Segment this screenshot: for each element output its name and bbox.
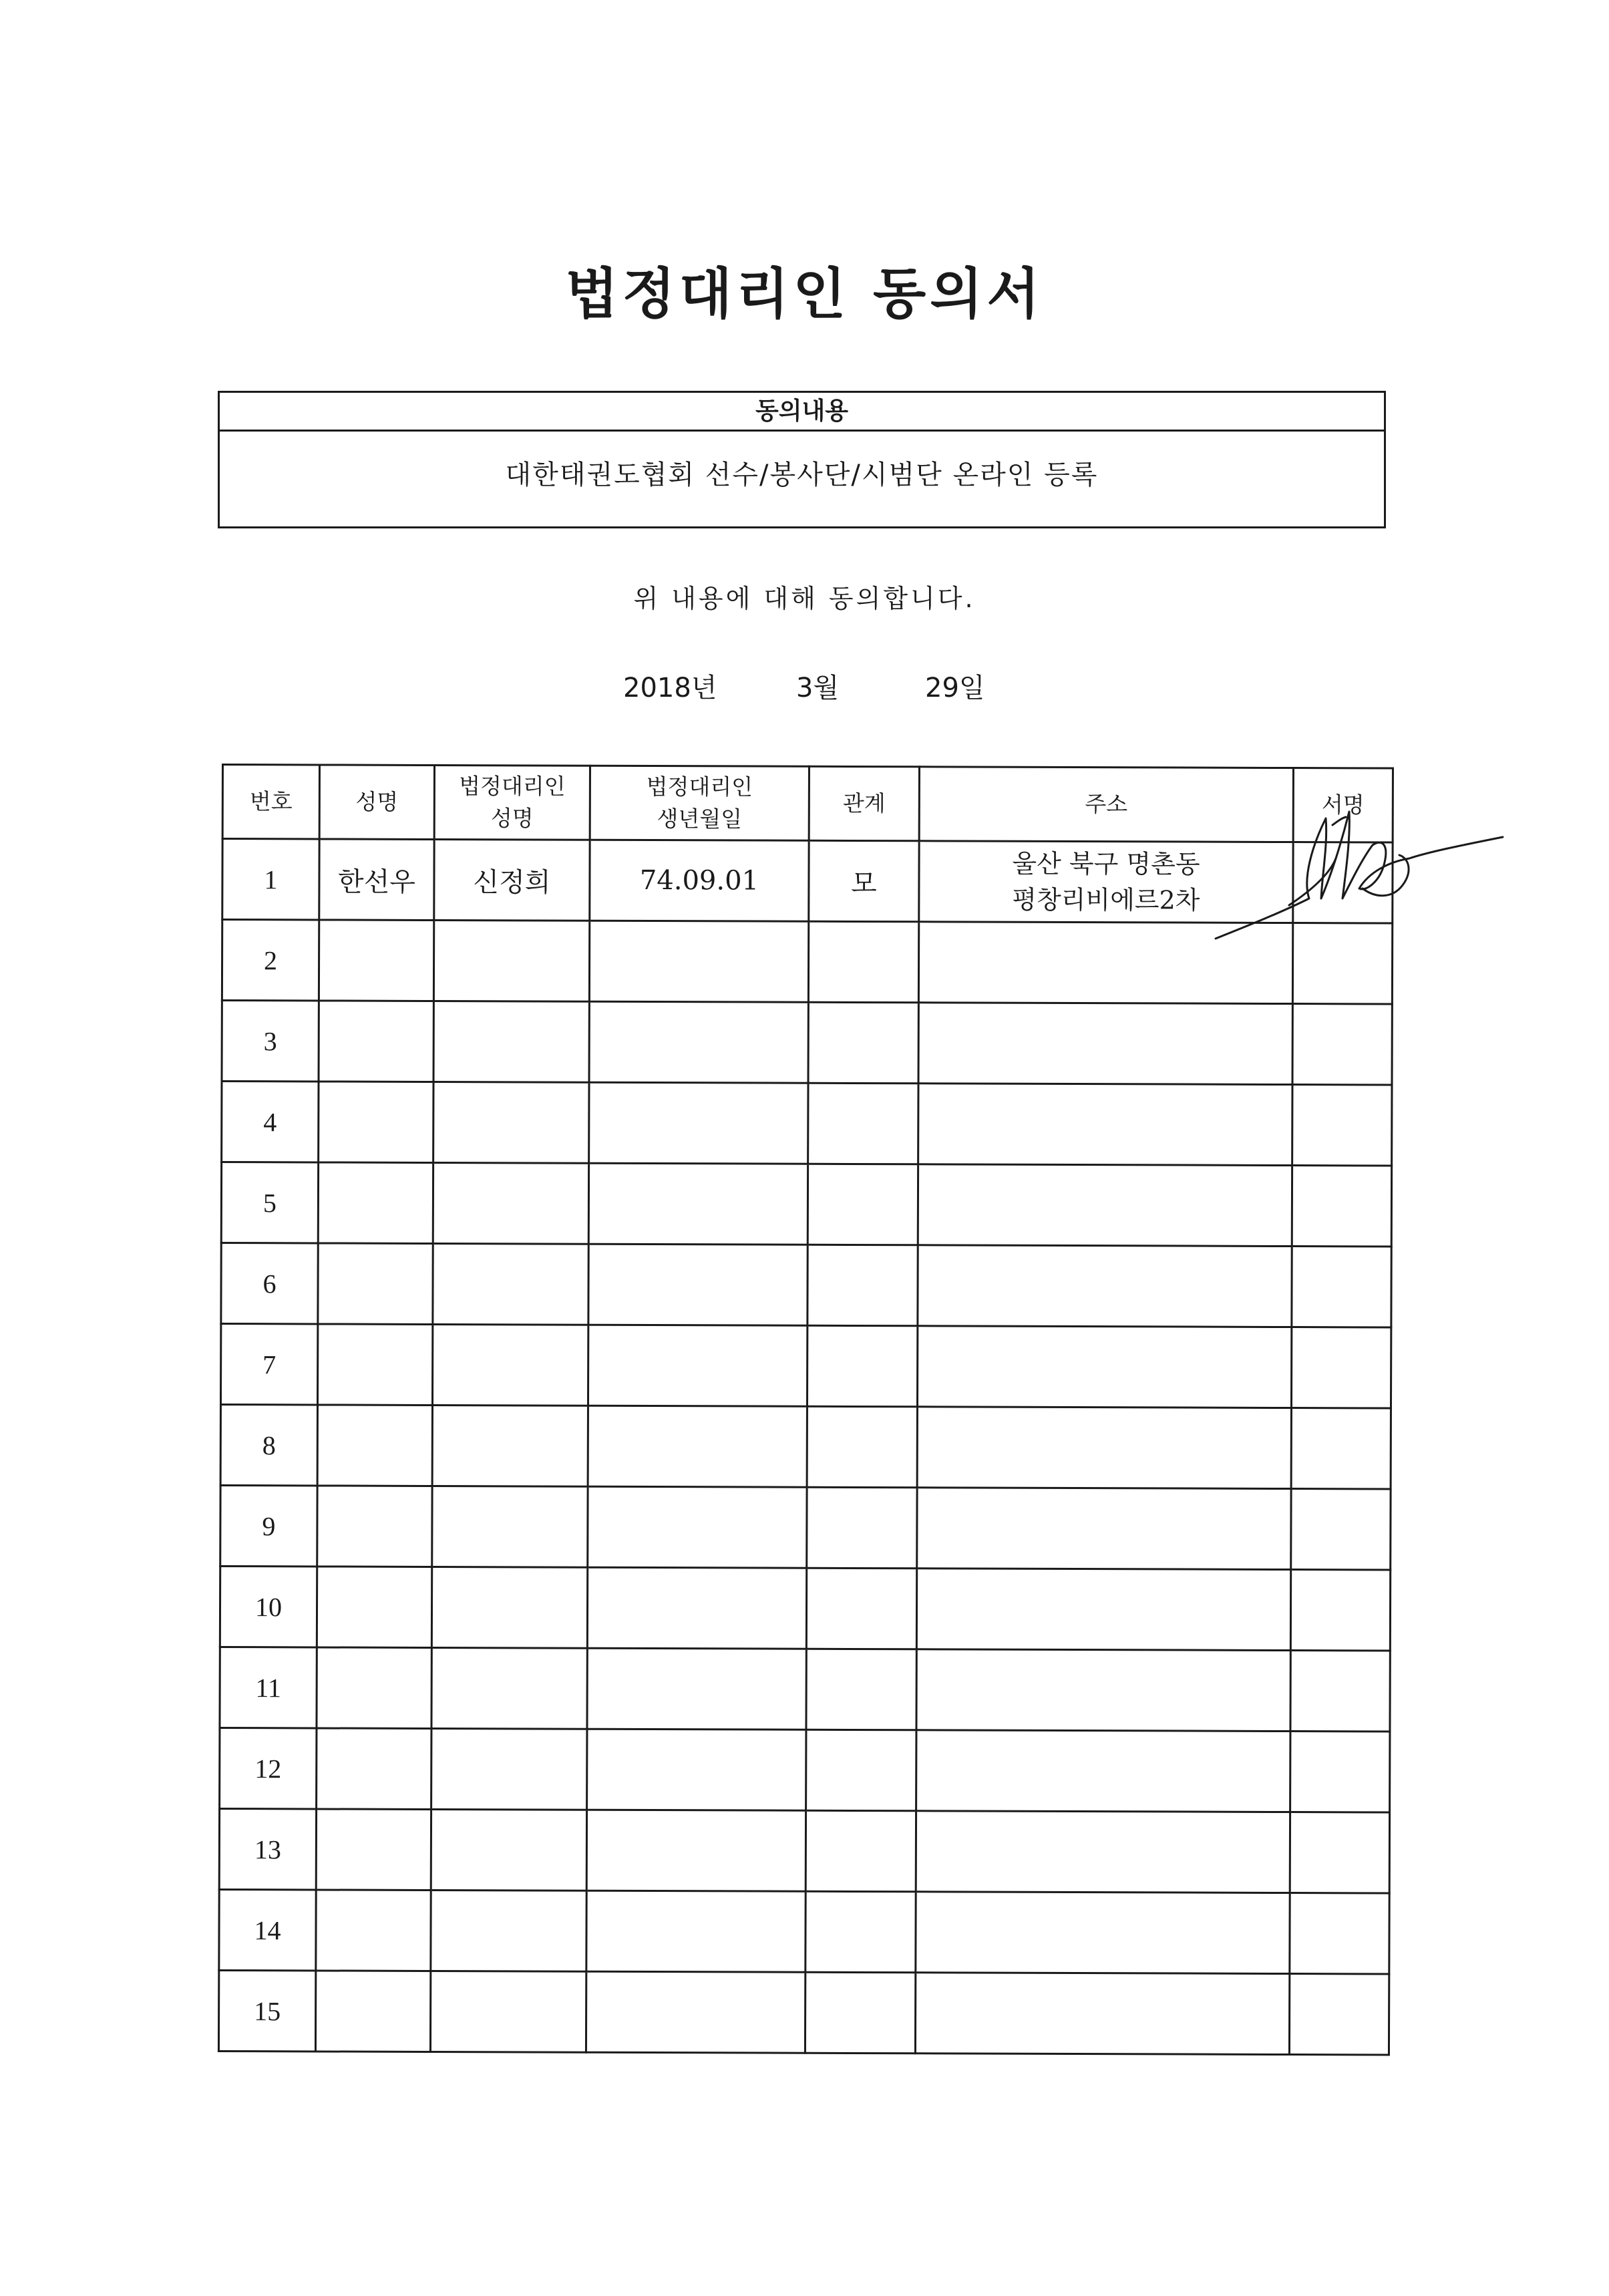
cell-number: 3 xyxy=(222,1001,319,1082)
cell-guardian-name xyxy=(433,1082,589,1163)
table-row xyxy=(222,1001,1392,1086)
cell-guardian-name xyxy=(430,1971,586,2052)
cell-number: 10 xyxy=(220,1566,317,1647)
table-row xyxy=(222,839,1393,924)
cell-guardian-name xyxy=(431,1728,587,1810)
table-row xyxy=(218,1970,1389,2055)
cell-signature xyxy=(1292,1085,1392,1166)
cell-name xyxy=(319,1082,433,1163)
cell-guardian-birth xyxy=(588,1244,808,1325)
cell-address-line2 xyxy=(920,962,1292,963)
header-name: 성명 xyxy=(319,765,434,840)
cell-relation xyxy=(808,921,918,1003)
cell-number: 12 xyxy=(220,1728,317,1808)
table-row xyxy=(221,1243,1391,1328)
cell-relation xyxy=(806,1891,916,1973)
cell-guardian-name: 신정희 xyxy=(434,840,590,921)
cell-relation xyxy=(806,1649,916,1730)
cell-name xyxy=(319,1001,433,1082)
cell-address-line2 xyxy=(918,1528,1290,1529)
cell-address-line1 xyxy=(919,1124,1291,1125)
cell-address xyxy=(916,1649,1290,1732)
cell-guardian-name xyxy=(431,1890,586,1971)
cell-guardian-birth xyxy=(588,1163,808,1245)
cell-address-line1 xyxy=(920,1043,1292,1044)
cell-guardian-name xyxy=(431,1809,586,1891)
table-row xyxy=(221,1162,1391,1247)
cell-guardian-birth xyxy=(589,921,808,1002)
cell-relation xyxy=(808,1164,918,1245)
cell-signature xyxy=(1290,1812,1389,1893)
cell-signature xyxy=(1292,923,1392,1004)
cell-signature xyxy=(1290,1732,1390,1812)
cell-address xyxy=(918,1164,1292,1247)
cell-address-line1 xyxy=(917,1932,1289,1933)
cell-relation xyxy=(808,1245,918,1326)
cell-name xyxy=(316,1890,431,1971)
header-address: 주소 xyxy=(919,767,1293,842)
cell-guardian-birth xyxy=(586,1891,806,1972)
table-row xyxy=(220,1324,1391,1409)
cell-signature xyxy=(1292,1166,1391,1247)
cell-signature xyxy=(1293,842,1393,923)
cell-address-line2 xyxy=(917,1851,1289,1852)
header-guardian-name-line1: 법정대리인 xyxy=(459,773,566,800)
cell-signature xyxy=(1290,1651,1390,1732)
cell-relation xyxy=(808,1083,918,1164)
cell-guardian-name xyxy=(432,1486,588,1567)
cell-address-line1 xyxy=(918,1689,1290,1691)
cell-address-line2: 평창리비에르2차 xyxy=(1012,884,1200,915)
cell-guardian-birth xyxy=(588,1406,807,1487)
date-month: 3월 xyxy=(796,673,840,703)
header-guardian-name-line2: 성명 xyxy=(490,805,534,832)
cell-address-line2 xyxy=(917,1932,1289,1933)
cell-number: 8 xyxy=(220,1405,317,1486)
cell-address-line1 xyxy=(918,1366,1290,1367)
cell-guardian-birth xyxy=(588,1486,807,1568)
cell-signature xyxy=(1290,1570,1390,1651)
cell-address-line2 xyxy=(920,1043,1292,1044)
cell-address xyxy=(917,1488,1291,1570)
cell-number: 4 xyxy=(222,1082,319,1162)
cell-number: 5 xyxy=(221,1162,318,1243)
cell-name xyxy=(318,1243,433,1325)
cell-name xyxy=(317,1324,432,1406)
date-day: 29일 xyxy=(925,673,985,703)
cell-address-line1 xyxy=(918,1609,1290,1610)
cell-relation xyxy=(807,1487,917,1569)
cell-name xyxy=(317,1486,432,1567)
cell-guardian-name xyxy=(433,1162,588,1244)
cell-address xyxy=(916,1730,1290,1812)
cell-name: 한선우 xyxy=(319,839,434,921)
cell-guardian-birth xyxy=(589,1001,808,1083)
cell-guardian-birth xyxy=(587,1648,806,1730)
consent-box xyxy=(218,391,1386,528)
cell-guardian-name xyxy=(431,1567,587,1648)
cell-relation: 모 xyxy=(809,840,919,922)
cell-guardian-name xyxy=(431,1647,587,1729)
cell-address-line1: 울산 북구 명촌동 xyxy=(1012,848,1200,879)
cell-relation xyxy=(807,1325,917,1407)
header-guardian-name xyxy=(434,766,590,840)
table-row xyxy=(222,920,1392,1005)
cell-address-line1 xyxy=(918,1447,1290,1448)
cell-guardian-birth xyxy=(589,1082,808,1164)
cell-name xyxy=(316,1809,431,1891)
cell-guardian-birth xyxy=(586,1971,805,2053)
table-row xyxy=(220,1485,1391,1570)
table-row xyxy=(220,1647,1390,1732)
consent-header: 동의내용 xyxy=(220,393,1384,432)
cell-address xyxy=(916,1892,1290,1974)
cell-number: 1 xyxy=(222,839,319,920)
cell-address-line2 xyxy=(917,1770,1289,1772)
cell-guardian-name xyxy=(433,920,589,1001)
cell-address xyxy=(916,1569,1290,1651)
cell-address-line2 xyxy=(918,1366,1290,1367)
cell-relation xyxy=(806,1810,916,1892)
cell-relation xyxy=(806,1730,916,1811)
cell-address xyxy=(919,841,1293,923)
cell-relation xyxy=(806,1568,916,1649)
cell-address xyxy=(916,1811,1290,1893)
cell-address-line2 xyxy=(916,2013,1288,2014)
cell-relation xyxy=(808,1002,918,1084)
cell-guardian-birth xyxy=(588,1325,807,1406)
cell-address-line2 xyxy=(919,1124,1291,1125)
cell-address-line1 xyxy=(919,1285,1291,1287)
cell-address-line1 xyxy=(920,962,1292,963)
cell-signature xyxy=(1291,1408,1391,1489)
cell-guardian-name xyxy=(433,1001,589,1082)
cell-number: 13 xyxy=(219,1808,316,1889)
header-signature: 서명 xyxy=(1293,768,1393,842)
table-row xyxy=(220,1566,1390,1651)
guardian-table xyxy=(218,764,1394,2056)
table-row xyxy=(220,1405,1391,1490)
header-relation: 관계 xyxy=(809,766,919,841)
cell-address-line2 xyxy=(918,1609,1290,1610)
header-guardian-birth-line2: 생년월일 xyxy=(657,806,743,832)
cell-signature xyxy=(1291,1327,1391,1408)
cell-relation xyxy=(805,1972,915,2054)
cell-number: 2 xyxy=(222,920,319,1001)
header-number: 번호 xyxy=(222,765,319,839)
cell-address xyxy=(918,1245,1292,1327)
date-year: 2018년 xyxy=(623,673,717,703)
cell-address-line2 xyxy=(919,1285,1291,1287)
cell-address xyxy=(918,922,1292,1004)
cell-relation xyxy=(807,1406,917,1488)
table-row xyxy=(222,1082,1392,1166)
cell-address-line1 xyxy=(916,2013,1288,2014)
cell-number: 11 xyxy=(220,1647,317,1728)
cell-number: 15 xyxy=(218,1970,315,2051)
document-title: 법정대리인 동의서 xyxy=(565,262,1044,326)
cell-address-line2 xyxy=(918,1689,1290,1691)
cell-address xyxy=(917,1407,1291,1489)
cell-signature xyxy=(1290,1893,1389,1974)
cell-guardian-birth xyxy=(586,1810,806,1891)
table-row xyxy=(220,1728,1390,1812)
cell-name xyxy=(317,1405,432,1486)
cell-guardian-birth xyxy=(587,1729,806,1810)
cell-address xyxy=(917,1326,1291,1408)
table-body xyxy=(218,839,1393,2055)
cell-number: 6 xyxy=(221,1243,318,1324)
cell-guardian-name xyxy=(432,1324,588,1406)
cell-address-line1 xyxy=(917,1851,1289,1852)
cell-signature xyxy=(1289,1974,1389,2055)
table-header-row xyxy=(222,765,1393,843)
cell-name xyxy=(317,1728,431,1810)
cell-guardian-name xyxy=(432,1405,588,1486)
table-row xyxy=(219,1889,1389,1974)
agreement-statement: 위 내용에 대해 동의합니다. xyxy=(633,584,976,613)
cell-address-line1 xyxy=(917,1770,1289,1772)
cell-address xyxy=(915,1973,1289,2055)
cell-guardian-name xyxy=(433,1243,588,1325)
table-row xyxy=(219,1808,1389,1893)
cell-address-line2 xyxy=(919,1204,1291,1206)
cell-name xyxy=(318,1162,433,1244)
cell-address-line1 xyxy=(919,1204,1291,1206)
cell-address xyxy=(918,1003,1292,1085)
cell-name xyxy=(317,1567,431,1648)
cell-signature xyxy=(1292,1247,1391,1327)
cell-number: 9 xyxy=(220,1485,317,1566)
cell-address-line2 xyxy=(918,1447,1290,1448)
cell-name xyxy=(315,1971,430,2052)
cell-guardian-birth: 74.09.01 xyxy=(590,840,809,921)
cell-name xyxy=(319,920,433,1001)
cell-number: 7 xyxy=(220,1324,317,1405)
cell-signature xyxy=(1292,1004,1392,1085)
consent-content: 대한태권도협회 선수/봉사단/시범단 온라인 등록 xyxy=(505,460,1099,490)
header-guardian-birth-line1: 법정대리인 xyxy=(646,773,753,800)
cell-name xyxy=(317,1647,431,1729)
cell-address-line1 xyxy=(918,1528,1290,1529)
cell-guardian-birth xyxy=(587,1567,806,1649)
cell-signature xyxy=(1291,1489,1391,1570)
header-guardian-birth xyxy=(590,766,809,840)
cell-address xyxy=(918,1084,1292,1166)
cell-number: 14 xyxy=(219,1889,316,1970)
